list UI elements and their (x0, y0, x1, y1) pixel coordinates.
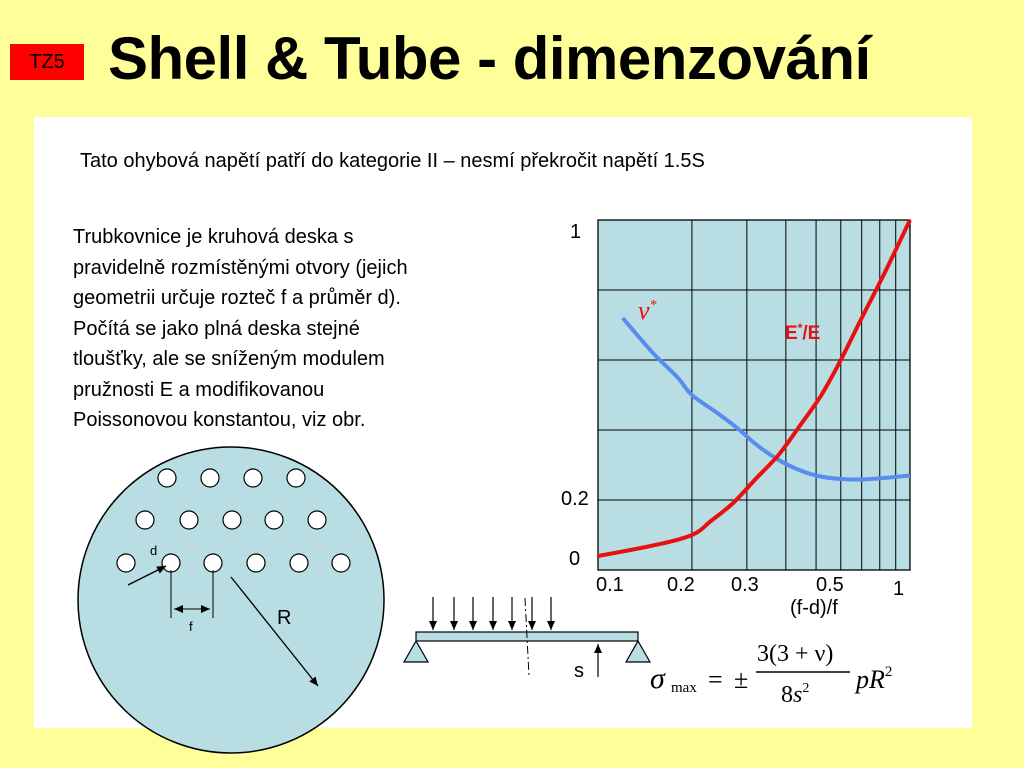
legend-label-e-ratio: E*/E (785, 321, 821, 344)
x-tick-label: 1 (893, 578, 905, 600)
tube-hole (180, 511, 198, 529)
plot-area (598, 220, 910, 570)
description-line: Počítá se jako plná deska stejné (73, 317, 360, 340)
diameter-label: d (150, 543, 158, 558)
stiffness-chart (561, 220, 910, 619)
radius-label: R (277, 607, 292, 629)
formula-subscript: max (671, 680, 697, 696)
left-support (404, 641, 428, 662)
max-stress-formula (650, 641, 892, 708)
tube-sheet-diagram (78, 447, 384, 753)
y-tick-label: 1 (570, 221, 582, 243)
slide-badge: TZ5 (10, 44, 84, 80)
tube-hole (287, 469, 305, 487)
description-line: Trubkovnice je kruhová deska s (73, 226, 354, 248)
stress-note: Tato ohybová napětí patří do kategorie II – nesmí překročit napětí 1.5S (80, 150, 705, 172)
x-tick-label: 0.3 (731, 574, 759, 596)
tube-hole (117, 554, 135, 572)
tube-hole (244, 469, 262, 487)
tube-hole (290, 554, 308, 572)
tube-hole (158, 469, 176, 487)
tube-hole (204, 554, 222, 572)
formula-sigma: σ (650, 662, 665, 695)
x-tick-label: 0.1 (596, 574, 624, 596)
right-support (626, 641, 650, 662)
y-tick-label: 0 (569, 548, 581, 570)
tube-hole (136, 511, 154, 529)
slide-title: Shell & Tube - dimenzování (108, 25, 871, 92)
y-tick-label: 0.2 (561, 488, 589, 510)
tube-hole (223, 511, 241, 529)
tube-hole (201, 469, 219, 487)
tube-hole (162, 554, 180, 572)
description-line: pružnosti E a modifikovanou (73, 378, 325, 401)
x-tick-label: 0.5 (816, 574, 844, 596)
formula-numerator: 3(3 + ν) (757, 641, 834, 667)
tube-hole (308, 511, 326, 529)
tube-sheet-plate (78, 447, 384, 753)
x-axis-label: (f-d)/f (790, 597, 838, 619)
tube-hole (265, 511, 283, 529)
distributed-load-arrows (433, 597, 551, 630)
description-line: pravidelně rozmístěnými otvory (jejich (73, 256, 408, 279)
x-tick-label: 0.2 (667, 574, 695, 596)
formula-denominator: $8s^2$ (781, 681, 810, 708)
formula-pR: $pR^2$ (856, 664, 893, 694)
formula-plus-minus: ± (734, 665, 749, 694)
thickness-label: s (574, 660, 584, 682)
description-line: Poissonovou konstantou, viz obr. (73, 409, 366, 431)
description-line: tloušťky, ale se sníženým modulem (73, 348, 385, 370)
plate-load-diagram (404, 597, 650, 682)
tube-hole (247, 554, 265, 572)
legend-label-nu: ν* (638, 296, 657, 325)
pitch-label: f (189, 619, 193, 634)
tube-hole (332, 554, 350, 572)
formula-equals: = (708, 665, 723, 694)
description-line: geometrii určuje rozteč f a průměr d). (73, 287, 401, 309)
